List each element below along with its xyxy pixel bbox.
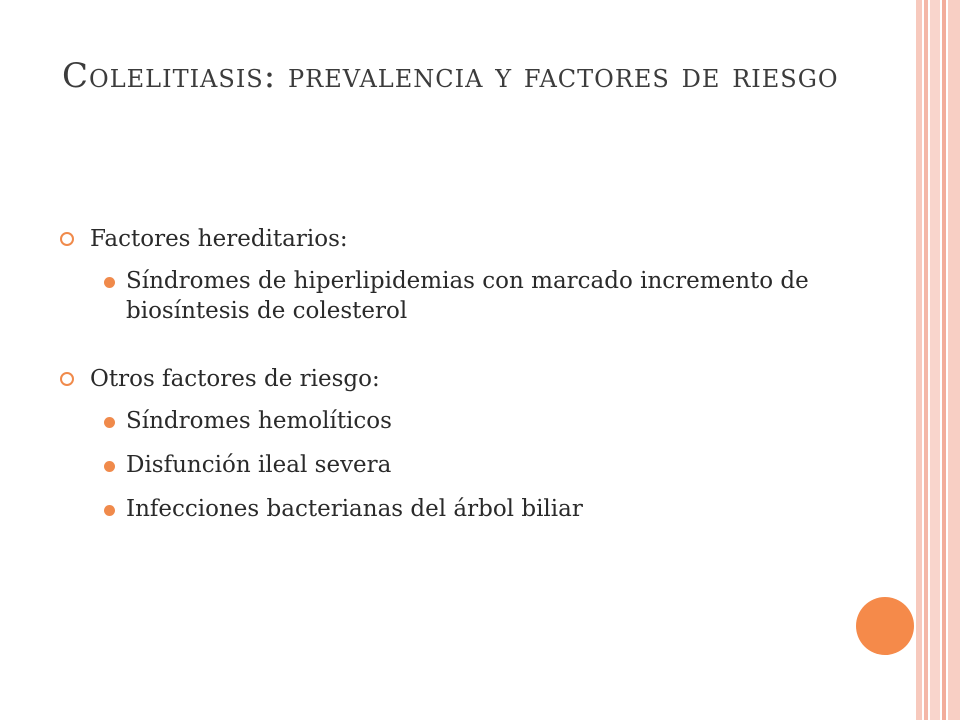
dot-bullet-icon [104, 505, 115, 516]
sub-list [60, 406, 880, 524]
stripe [948, 0, 960, 720]
dot-bullet-icon [104, 277, 115, 288]
stripe [924, 0, 928, 720]
bullet-level1 [60, 222, 880, 256]
section-other-risk-factors [60, 362, 880, 524]
decorative-stripes [916, 0, 960, 720]
decorative-circle [856, 597, 914, 655]
stripe [942, 0, 946, 720]
sub-list [60, 266, 880, 326]
dot-bullet-icon [104, 461, 115, 472]
list-item: Infecciones bacterianas del árbol biliar [126, 496, 583, 522]
ring-bullet-icon [60, 232, 74, 246]
bullet-level2 [60, 266, 880, 326]
slide-title: Colelitiasis: prevalencia y factores de riesgo [62, 56, 839, 96]
bullet-level2 [60, 494, 880, 524]
section-hereditary [60, 222, 880, 326]
ring-bullet-icon [60, 372, 74, 386]
stripe [916, 0, 922, 720]
slide-content [60, 222, 880, 560]
bullet-level2 [60, 406, 880, 436]
bullet-level1 [60, 362, 880, 396]
stripe [930, 0, 940, 720]
section-heading: Factores hereditarios: [90, 226, 348, 252]
dot-bullet-icon [104, 417, 115, 428]
list-item: Síndromes de hiperlipidemias con marcado incremento de biosíntesis de colesterol [126, 268, 809, 324]
section-heading: Otros factores de riesgo: [90, 366, 380, 392]
bullet-level2 [60, 450, 880, 480]
list-item: Disfunción ileal severa [126, 452, 392, 478]
list-item: Síndromes hemolíticos [126, 408, 392, 434]
